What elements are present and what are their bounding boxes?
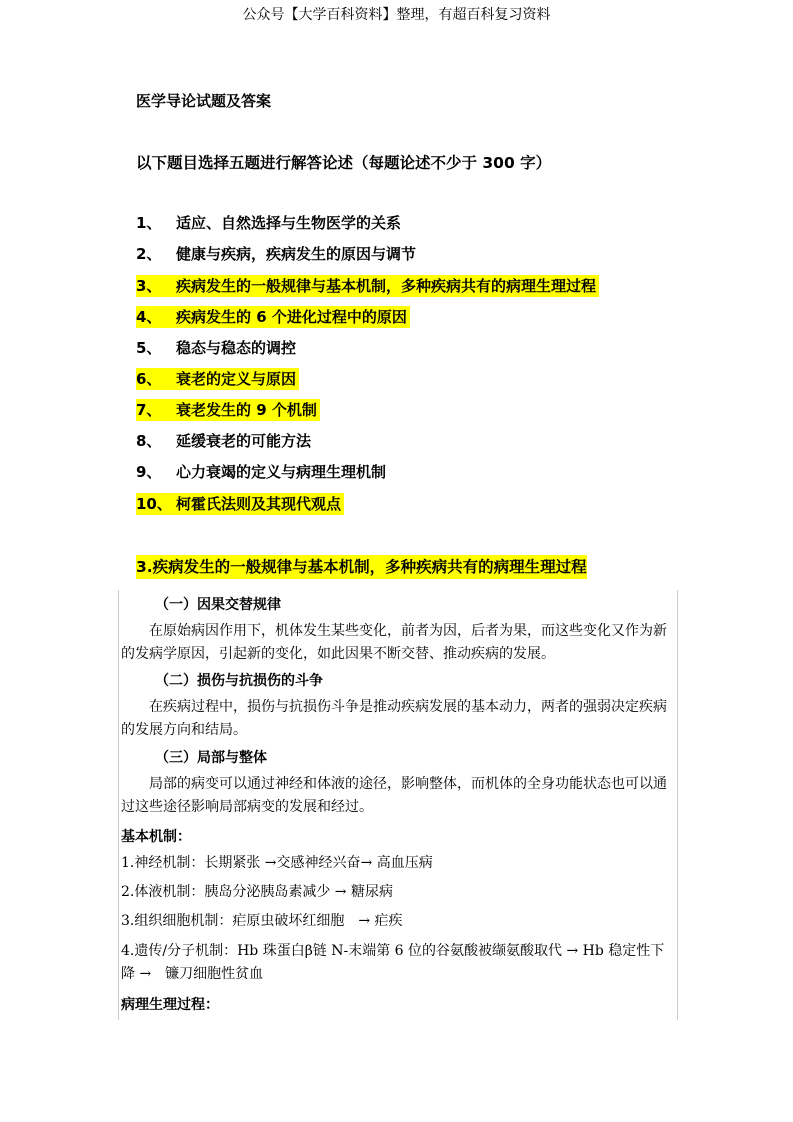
question-text: 疾病发生的一般规律与基本机制，多种疾病共有的病理生理过程 xyxy=(176,277,597,295)
question-number: 7、 xyxy=(136,401,162,419)
paragraph-2: 在疾病过程中，损伤与抗损伤斗争是推动疾病发展的基本动力，两者的强弱决定疾病的发展方向和结局。 xyxy=(121,699,667,738)
question-item xyxy=(136,399,320,421)
question-number: 10、 xyxy=(136,495,172,513)
question-number: 5、 xyxy=(136,339,162,357)
mechanism-1: 1.神经机制：长期紧张 →交感神经兴奋→ 高血压病 xyxy=(121,855,433,871)
instructions: 以下题目选择五题进行解答论述（每题论述不少于 300 字） xyxy=(136,154,552,172)
question-item xyxy=(136,493,344,515)
subheading-3: （三）局部与整体 xyxy=(155,750,267,766)
question-number: 8、 xyxy=(136,432,162,450)
question-number: 3、 xyxy=(136,277,162,295)
question-item xyxy=(136,368,299,390)
question-number: 2、 xyxy=(136,245,162,263)
question-number: 9、 xyxy=(136,463,162,481)
mechanism-3: 3.组织细胞机制：疟原虫破坏红细胞 → 疟疾 xyxy=(121,913,403,929)
question-text: 疾病发生的 6 个进化过程中的原因 xyxy=(176,308,407,326)
question-item xyxy=(136,430,314,452)
question-text: 衰老的定义与原因 xyxy=(176,370,297,388)
mechanism-title: 基本机制： xyxy=(121,829,191,845)
question-item xyxy=(136,306,410,328)
question-number: 1、 xyxy=(136,214,162,232)
question-text: 适应、自然选择与生物医学的关系 xyxy=(176,214,402,232)
doc-title: 医学导论试题及答案 xyxy=(136,92,272,110)
question-item xyxy=(136,212,404,234)
question-text: 稳态与稳态的调控 xyxy=(176,339,297,357)
subheading-2: （二）损伤与抗损伤的斗争 xyxy=(155,673,323,689)
subheading-1: （一）因果交替规律 xyxy=(155,597,281,613)
question-item xyxy=(136,275,599,297)
question-text: 心力衰竭的定义与病理生理机制 xyxy=(176,463,387,481)
paragraph-1: 在原始病因作用下，机体发生某些变化，前者为因，后者为果，而这些变化又作为新的发病学原因，引起新的变化，如此因果不断交替、推动疾病的发展。 xyxy=(121,623,667,662)
question-number: 4、 xyxy=(136,308,162,326)
question-text: 衰老发生的 9 个机制 xyxy=(176,401,317,419)
answer-box xyxy=(118,590,678,1020)
question-text: 健康与疾病，疾病发生的原因与调节 xyxy=(176,245,417,263)
mechanism-2: 2.体液机制：胰岛分泌胰岛素减少 → 糖尿病 xyxy=(121,884,393,900)
section-heading: 3.疾病发生的一般规律与基本机制，多种疾病共有的病理生理过程 xyxy=(136,555,587,579)
question-text: 柯霍氏法则及其现代观点 xyxy=(176,495,342,513)
question-item xyxy=(136,243,419,265)
paragraph-3: 局部的病变可以通过神经和体液的途径，影响整体，而机体的全身功能状态也可以通过这些途径影响局部病变的发展和经过。 xyxy=(121,776,667,815)
question-item xyxy=(136,337,299,359)
mechanism-4: 4.遗传/分子机制：Hb 珠蛋白β链 N-末端第 6 位的谷氨酸被缬氨酸取代 → Hb 稳定性下降 → 镰刀细胞性贫血 xyxy=(121,943,665,982)
patho-title: 病理生理过程： xyxy=(121,997,219,1013)
question-item xyxy=(136,461,389,483)
question-text: 延缓衰老的可能方法 xyxy=(176,432,312,450)
question-number: 6、 xyxy=(136,370,162,388)
page-header: 公众号【大学百科资料】整理，有超百科复习资料 xyxy=(242,7,551,23)
